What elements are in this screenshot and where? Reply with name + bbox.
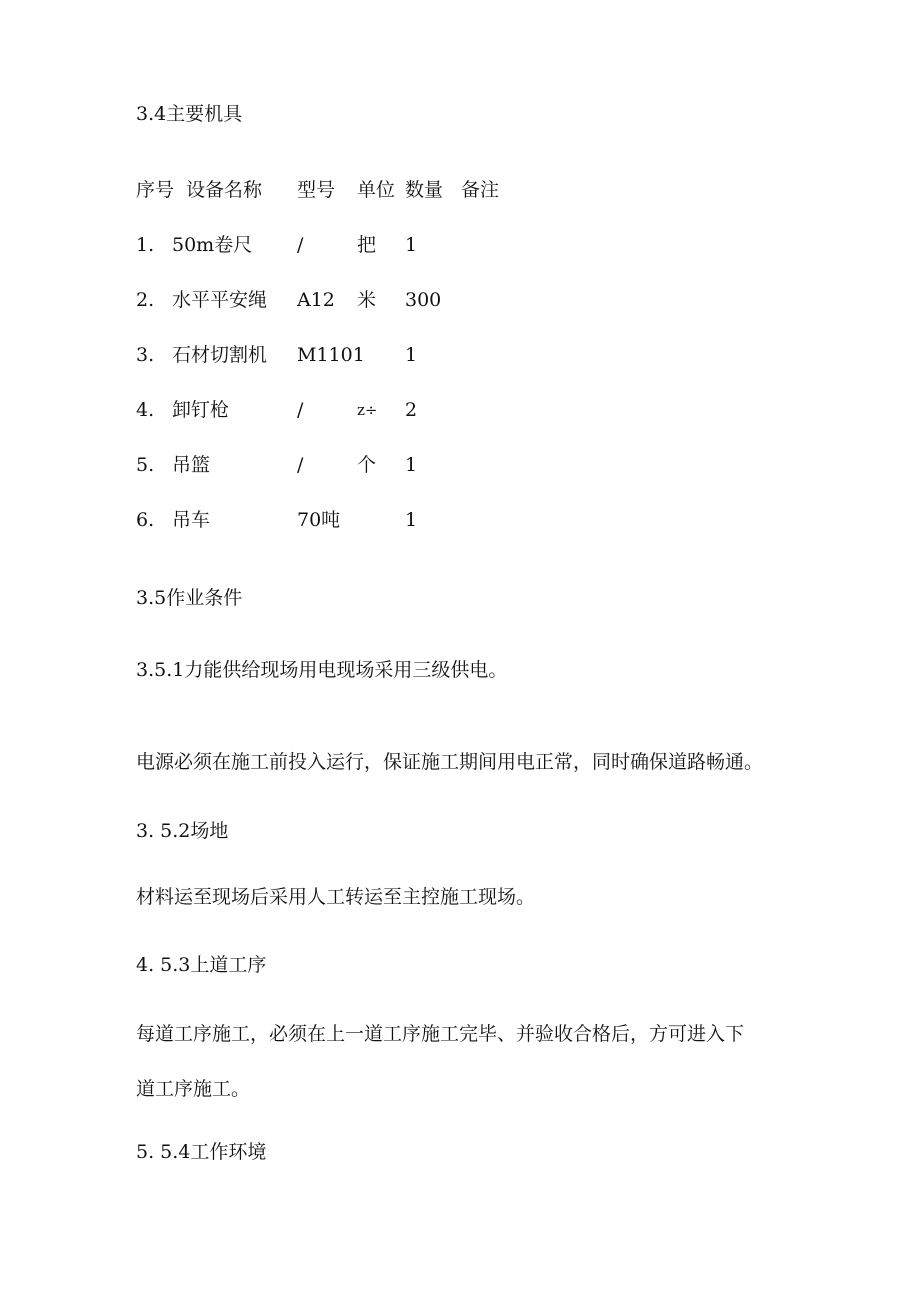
row-model: A12: [297, 289, 335, 311]
row-unit: 把: [357, 234, 377, 256]
row-model: /: [297, 234, 304, 256]
section-3-5-3-heading: 4. 5.3上道工序: [136, 954, 267, 976]
row-unit: 米: [357, 289, 377, 311]
section-3-5-3-body-line1: 每道工序施工，必须在上一道工序施工完毕、并验收合格后，方可进入下: [136, 1023, 745, 1045]
row-no: 1.: [136, 234, 155, 256]
row-no: 6.: [136, 509, 155, 531]
header-qty: 数量: [405, 179, 444, 201]
row-unit: z÷: [357, 401, 378, 419]
header-model: 型号: [297, 179, 336, 201]
section-3-5-2-body: 材料运至现场后采用人工转运至主控施工现场。: [136, 886, 536, 908]
row-qty: 1: [405, 234, 418, 256]
section-3-4-title: 3.4主要机具: [136, 103, 243, 125]
row-no: 2.: [136, 289, 155, 311]
row-qty: 1: [405, 509, 418, 531]
row-no: 5.: [136, 454, 155, 476]
header-remark: 备注: [461, 179, 500, 201]
row-model: /: [297, 454, 304, 476]
row-name: 水平平安绳: [172, 289, 268, 311]
row-name: 石材切割机: [172, 344, 268, 366]
row-no: 3.: [136, 344, 155, 366]
section-3-5-4-heading: 5. 5.4工作环境: [136, 1141, 267, 1163]
row-model: M1101: [297, 344, 365, 366]
row-name: 卸钉枪: [172, 399, 230, 421]
header-unit: 单位: [357, 179, 396, 201]
row-model: /: [297, 399, 304, 421]
row-name: 吊车: [172, 509, 211, 531]
row-name: 吊篮: [172, 454, 211, 476]
section-3-5-3-body-line2: 道工序施工。: [136, 1078, 251, 1100]
section-3-5-1-body: 电源必须在施工前投入运行，保证施工期间用电正常，同时确保道路畅通。: [136, 751, 764, 773]
row-no: 4.: [136, 399, 155, 421]
row-name: 50m卷尺: [172, 234, 253, 256]
row-qty: 1: [405, 454, 418, 476]
section-3-5-2-heading: 3. 5.2场地: [136, 820, 229, 842]
header-name: 设备名称: [186, 179, 263, 201]
row-qty: 1: [405, 344, 418, 366]
section-3-5-title: 3.5作业条件: [136, 587, 243, 609]
row-qty: 2: [405, 399, 418, 421]
section-3-5-1-heading: 3.5.1力能供给现场用电现场采用三级供电。: [136, 659, 508, 681]
header-no: 序号: [136, 179, 175, 201]
row-qty: 300: [405, 289, 442, 311]
row-unit: 个: [357, 454, 377, 476]
row-model: 70吨: [297, 509, 341, 531]
